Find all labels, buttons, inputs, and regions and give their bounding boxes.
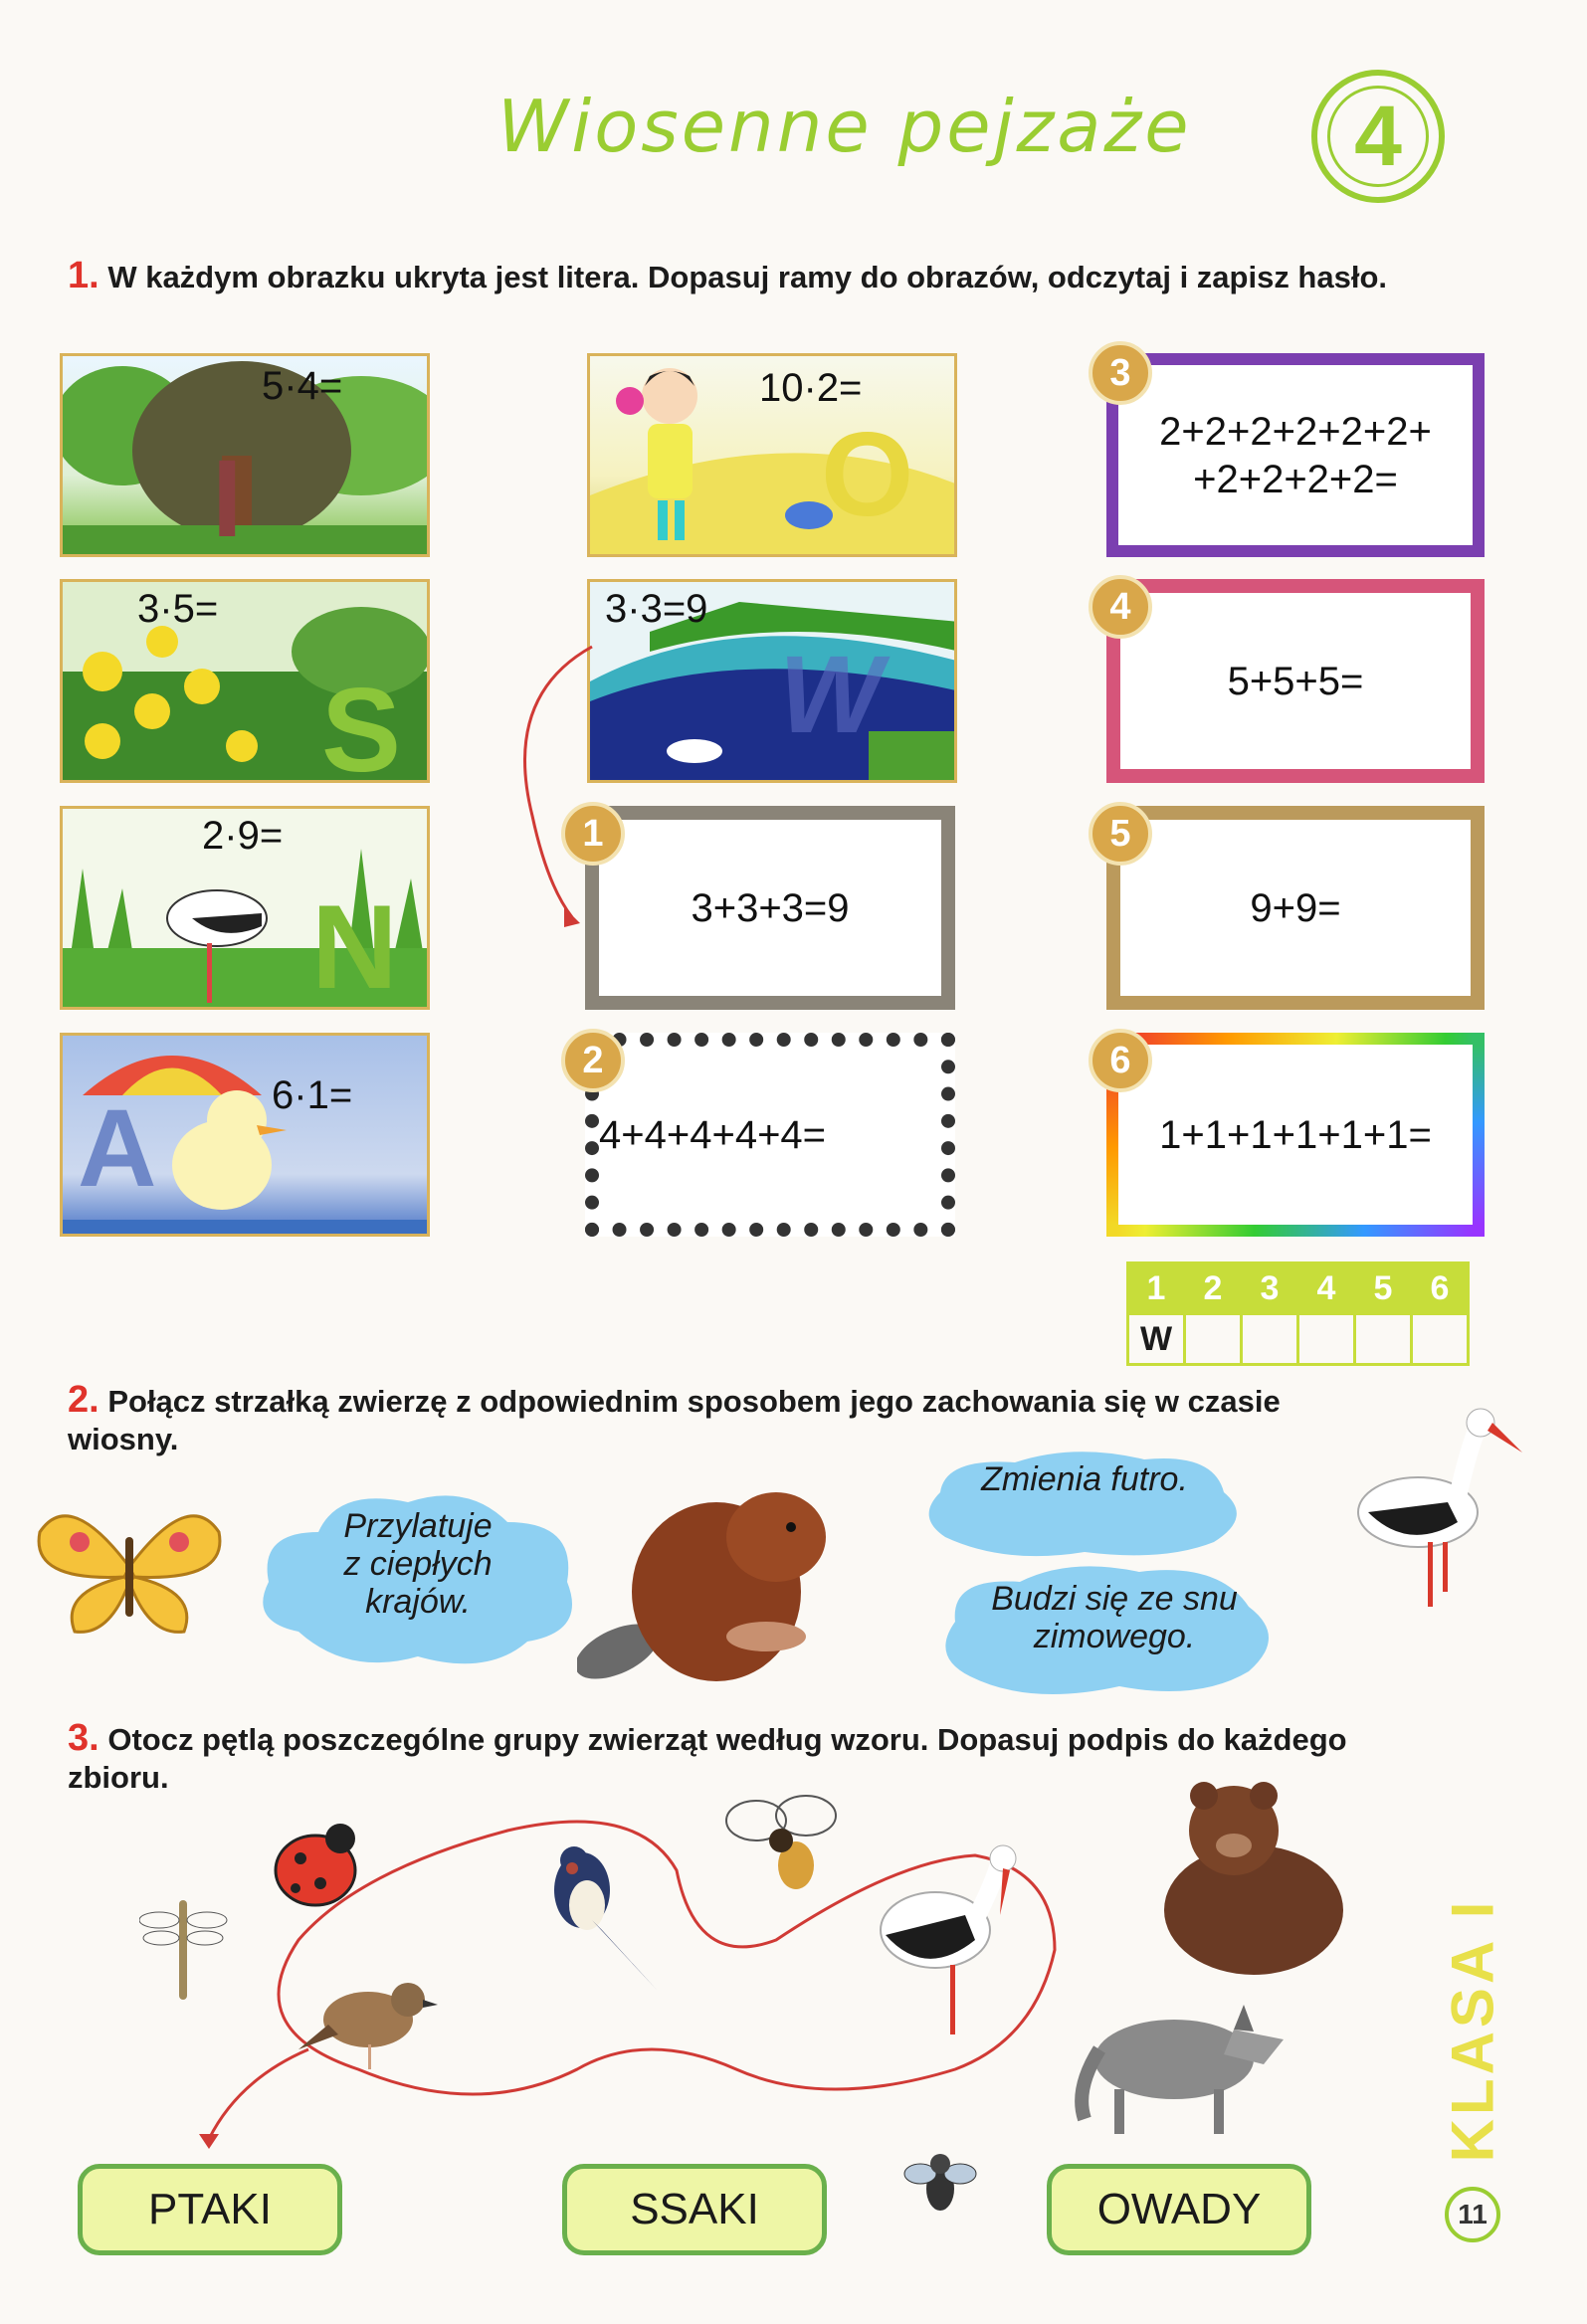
picture-stork-grass[interactable] bbox=[60, 806, 430, 1010]
answer-header-cell: 2 bbox=[1185, 1263, 1242, 1314]
ladybug-image[interactable] bbox=[261, 1809, 370, 1918]
task2-number: 2. bbox=[68, 1379, 99, 1421]
cloud-text-line: Przylatuje bbox=[343, 1507, 493, 1545]
frame-3[interactable] bbox=[1106, 353, 1485, 557]
frame-number-badge: 4 bbox=[1089, 575, 1152, 639]
label-owady[interactable]: OWADY bbox=[1047, 2164, 1311, 2255]
hidden-letter: O bbox=[821, 408, 914, 541]
swallow-image[interactable] bbox=[542, 1840, 672, 2000]
wolf-image[interactable] bbox=[1075, 1980, 1293, 2139]
butterfly-image[interactable] bbox=[30, 1492, 229, 1642]
bear-image[interactable] bbox=[1154, 1771, 1353, 1980]
hidden-letter: S bbox=[321, 664, 402, 783]
frame-number-badge: 1 bbox=[561, 802, 625, 866]
fly-image[interactable] bbox=[900, 2139, 980, 2228]
frame-equation: 1+1+1+1+1+1= bbox=[1159, 1112, 1432, 1157]
class-side-label-text: KLASA I bbox=[1439, 1897, 1506, 2162]
picture-equation: 10·2= bbox=[759, 366, 863, 410]
sparrow-image[interactable] bbox=[298, 1965, 438, 2074]
hidden-letter: A bbox=[78, 1087, 157, 1210]
cloud-text-line: zimowego. bbox=[1033, 1618, 1196, 1655]
cloud-wake-up[interactable] bbox=[970, 1580, 1259, 1655]
answer-header-cell: 5 bbox=[1355, 1263, 1412, 1314]
cloud-change-fur[interactable] bbox=[945, 1460, 1224, 1498]
picture-duck-umbrella[interactable] bbox=[60, 1033, 430, 1237]
picture-girl-easter[interactable] bbox=[587, 353, 957, 557]
frame-equation: 4+4+4+4+4= bbox=[599, 1112, 827, 1157]
frame-equation: 5+5+5= bbox=[1227, 659, 1364, 703]
answer-cell[interactable] bbox=[1355, 1314, 1412, 1365]
answer-cell[interactable]: W bbox=[1128, 1314, 1185, 1365]
task1-number: 1. bbox=[68, 255, 99, 296]
beaver-image[interactable] bbox=[577, 1462, 856, 1691]
label-ptaki[interactable]: PTAKI bbox=[78, 2164, 342, 2255]
class-side-label bbox=[1433, 1897, 1512, 2162]
frame-number-badge: 5 bbox=[1089, 802, 1152, 866]
lesson-number-badge: 4 bbox=[1311, 70, 1445, 203]
answer-header-cell: 1 bbox=[1128, 1263, 1185, 1314]
cloud-text-line: krajów. bbox=[365, 1583, 471, 1621]
picture-equation: 3·3=9 bbox=[605, 587, 708, 631]
hidden-letter: N bbox=[311, 880, 398, 1010]
answer-header-cell: 4 bbox=[1298, 1263, 1355, 1314]
picture-swan-lake[interactable] bbox=[587, 579, 957, 783]
frame-4[interactable] bbox=[1106, 579, 1485, 783]
hidden-letter: W bbox=[779, 634, 883, 756]
page-number: 11 bbox=[1445, 2187, 1500, 2242]
picture-tree[interactable] bbox=[60, 353, 430, 557]
task1-text: W każdym obrazku ukryta jest litera. Dopasuj ramy do obrazów, odczytaj i zapisz hasło. bbox=[107, 260, 1388, 294]
frame-equation: 3+3+3=9 bbox=[691, 885, 850, 930]
frame-number-badge: 3 bbox=[1089, 341, 1152, 405]
frame-number-badge: 2 bbox=[561, 1029, 625, 1092]
task2-text: Połącz strzałką zwierzę z odpowiednim sposobem jego zachowania się w czasie wiosny. bbox=[68, 1384, 1281, 1456]
task3-text: Otocz pętlą poszczególne grupy zwierząt według wzoru. Dopasuj podpis do każdego zbioru. bbox=[68, 1722, 1347, 1795]
page-title: Wiosenne pejzaże bbox=[497, 85, 1192, 168]
task1-instruction bbox=[68, 257, 1391, 296]
frame-2[interactable] bbox=[585, 1033, 955, 1237]
cloud-text-line: z ciepłych bbox=[343, 1545, 493, 1583]
picture-equation: 5·4= bbox=[262, 364, 343, 408]
frame-equation-line2: +2+2+2+2= bbox=[1193, 457, 1398, 501]
answer-cell[interactable] bbox=[1412, 1314, 1469, 1365]
dragonfly-image[interactable] bbox=[139, 1890, 229, 2010]
answer-cell[interactable] bbox=[1242, 1314, 1298, 1365]
frame-equation: 9+9= bbox=[1250, 885, 1341, 930]
label-ssaki[interactable]: SSAKI bbox=[562, 2164, 827, 2255]
hidden-letter: I bbox=[212, 438, 243, 557]
answer-header-cell: 3 bbox=[1242, 1263, 1298, 1314]
stork-image-task3[interactable] bbox=[876, 1840, 1045, 2039]
picture-equation: 3·5= bbox=[137, 587, 219, 631]
answer-cell[interactable] bbox=[1185, 1314, 1242, 1365]
picture-equation: 2·9= bbox=[202, 814, 284, 858]
cloud-text-line: Zmienia futro. bbox=[981, 1460, 1188, 1498]
answer-table bbox=[1126, 1261, 1470, 1366]
frame-number-badge: 6 bbox=[1089, 1029, 1152, 1092]
frame-equation-line1: 2+2+2+2+2+2+ bbox=[1159, 409, 1432, 454]
bee-image[interactable] bbox=[721, 1781, 841, 1900]
task3-number: 3. bbox=[68, 1717, 99, 1759]
stork-image[interactable] bbox=[1348, 1393, 1527, 1612]
cloud-migrate[interactable] bbox=[298, 1507, 537, 1621]
frame-1[interactable] bbox=[585, 806, 955, 1010]
picture-daffodils[interactable] bbox=[60, 579, 430, 783]
frame-6[interactable] bbox=[1106, 1033, 1485, 1237]
cloud-text-line: Budzi się ze snu bbox=[991, 1580, 1238, 1618]
frame-5[interactable] bbox=[1106, 806, 1485, 1010]
picture-equation: 6·1= bbox=[272, 1073, 353, 1117]
answer-cell[interactable] bbox=[1298, 1314, 1355, 1365]
answer-header-cell: 6 bbox=[1412, 1263, 1469, 1314]
